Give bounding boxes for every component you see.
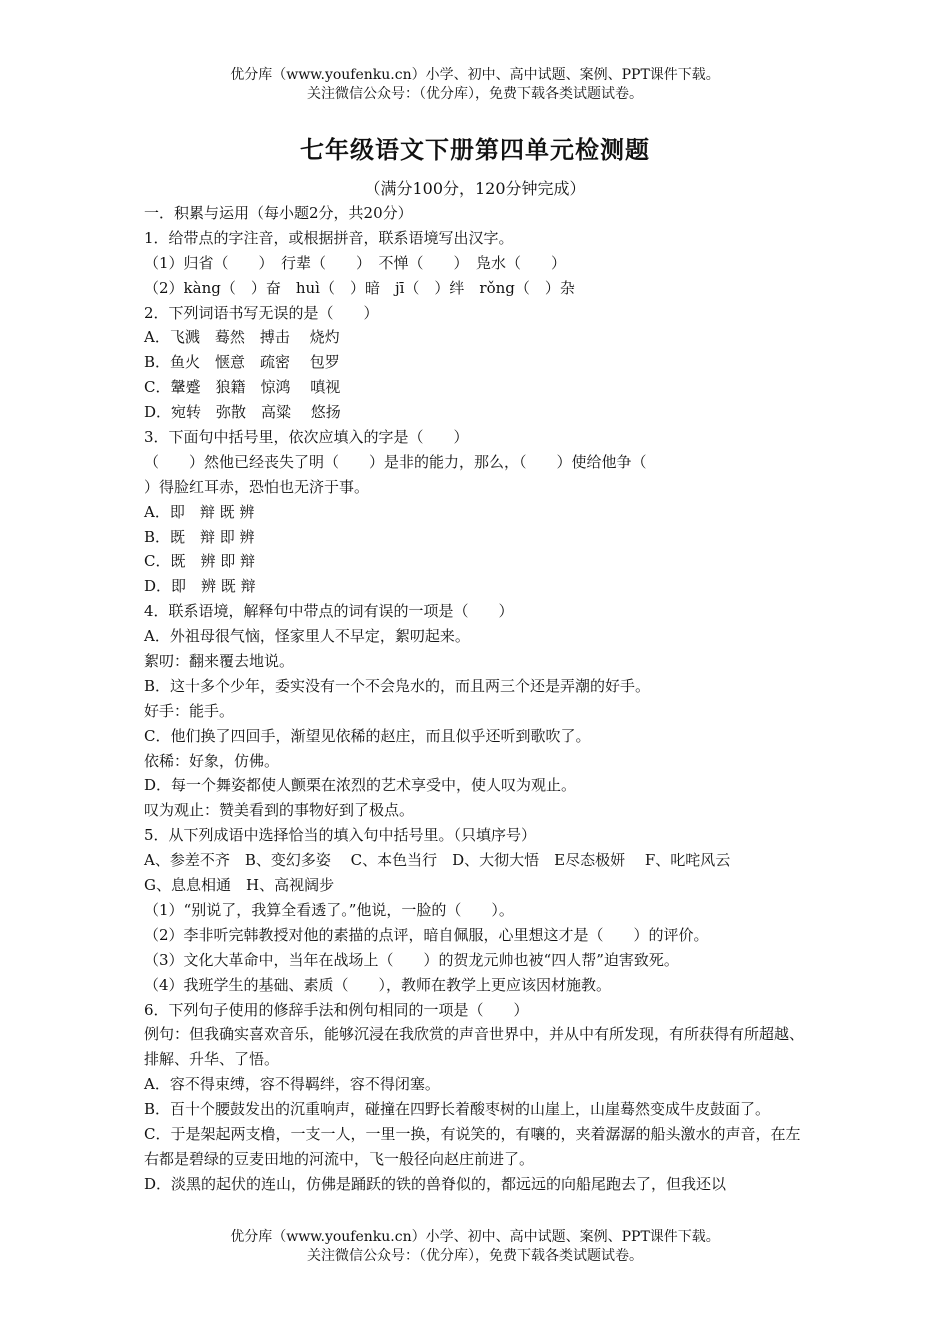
q4-line: C．他们换了四回手，渐望见依稀的赵庄，而且似乎还听到歌吹了。: [144, 726, 591, 745]
page-title: 七年级语文下册第四单元检测题: [300, 135, 650, 164]
q5-item: （2）李非听完韩教授对他的素描的点评，暗自佩服，心里想这才是（ ）的评价。: [144, 925, 709, 944]
exam-content: [144, 201, 810, 1197]
q4-line: 絮叨：翻来覆去地说。: [144, 652, 295, 671]
q5-item: （4）我班学生的基础、素质（ ），教师在教学上更应该因材施教。: [144, 975, 612, 994]
section-heading: 一．积累与运用（每小题2分，共20分）: [144, 204, 413, 222]
q4-line: 叹为观止：赞美看到的事物好到了极点。: [144, 801, 415, 820]
q2-option-b: B．鱼火 惬意 疏密 包罗: [144, 353, 340, 372]
q4-line: 依稀：好象，仿佛。: [144, 751, 280, 770]
q6-option-c: C．于是架起两支橹，一支一人，一里一换，有说笑的，有嚷的，夹着潺潺的船头激水的声音，在左右都是碧绿的豆麦田地的河流中，飞一般径向赵庄前进了。: [144, 1125, 801, 1168]
q2-option-d: D．宛转 弥散 高粱 悠扬: [144, 403, 341, 422]
q6-example: 例句：但我确实喜欢音乐，能够沉浸在我欣赏的声音世界中，并从中有所发现，有所获得有所超越、排解、升华、了悟。: [144, 1025, 805, 1069]
q1-stem: 1．给带点的字注音，或根据拼音，联系语境写出汉字。: [144, 228, 514, 247]
q5-choices-1: A、参差不齐 B、变幻多姿 C、本色当行 D、大彻大悟 E尽态极妍 F、叱咤风云: [144, 851, 731, 870]
q5-choices-2: G、息息相通 H、高视阔步: [144, 876, 335, 895]
footer-line-2: 关注微信公众号：（优分库），免费下载各类试题试卷。: [307, 1248, 643, 1264]
header-line-2: 关注微信公众号：（优分库），免费下载各类试题试卷。: [307, 86, 643, 102]
q4-line: 好手：能手。: [144, 701, 235, 720]
q5-item: （3）文化大革命中，当年在战场上（ ）的贺龙元帅也被“四人帮”迫害致死。: [144, 950, 679, 969]
q3-sentence-2: ）得脸红耳赤，恐怕也无济于事。: [144, 477, 370, 496]
q6-option-a: A．容不得束缚，容不得羁绊，容不得闭塞。: [144, 1075, 440, 1094]
q3-option-a: A．即 辩 既 辨: [144, 502, 255, 521]
q2-stem: 2．下列词语书写无误的是（ ）: [144, 303, 379, 322]
q6-option-b: B．百十个腰鼓发出的沉重响声，碰撞在四野长着酸枣树的山崖上，山崖蓦然变成牛皮鼓面了。: [144, 1100, 771, 1119]
q4-line: A．外祖母很气恼，怪家里人不早定，絮叨起来。: [144, 627, 470, 646]
page-subtitle: （满分100分，120分钟完成）: [364, 179, 586, 198]
q2-option-a: A．飞溅 蓦然 搏击 烧灼: [144, 328, 340, 347]
q4-line: D．每一个舞姿都使人颤栗在浓烈的艺术享受中，使人叹为观止。: [144, 776, 577, 795]
footer-line-1: 优分库（www.youfenku.cn）小学、初中、高中试题、案例、PPT课件下载。: [230, 1229, 720, 1245]
q2-option-c: C．鞶蹙 狼籍 惊鸿 嗔视: [144, 378, 341, 397]
q3-stem: 3．下面句中括号里，依次应填入的字是（ ）: [144, 428, 469, 447]
q5-item: （1）“别说了，我算全看透了。”他说，一脸的（ ）。: [144, 900, 514, 919]
q3-option-d: D．即 辨 既 辩: [144, 577, 256, 596]
q5-stem: 5．从下列成语中选择恰当的填入句中括号里。（只填序号）: [144, 826, 537, 845]
q4-stem: 4．联系语境，解释句中带点的词有误的一项是（ ）: [144, 602, 514, 621]
page-header: [0, 66, 950, 104]
page-footer: [0, 1228, 950, 1266]
q4-line: B．这十多个少年，委实没有一个不会凫水的，而且两三个还是弄潮的好手。: [144, 676, 651, 695]
header-line-1: 优分库（www.youfenku.cn）小学、初中、高中试题、案例、PPT课件下载。: [230, 67, 720, 83]
q6-stem: 6．下列句子使用的修辞手法和例句相同的一项是（ ）: [144, 1000, 529, 1019]
q1-row-2: （2）kàng（ ）奋 huì（ ）暗 jī（ ）绊 rǒng（ ）杂: [144, 278, 575, 297]
q3-option-c: C．既 辨 即 辩: [144, 552, 256, 571]
q3-option-b: B．既 辩 即 辨: [144, 527, 255, 546]
q6-option-d: D．淡黑的起伏的连山，仿佛是踊跃的铁的兽脊似的，都远远的向船尾跑去了，但我还以: [144, 1174, 727, 1193]
q1-row-1: （1）归省（ ） 行辈（ ） 不惮（ ） 凫水（ ）: [144, 253, 567, 272]
q3-sentence-1: （ ）然他已经丧失了明（ ）是非的能力，那么，（ ）使给他争（: [144, 452, 647, 471]
